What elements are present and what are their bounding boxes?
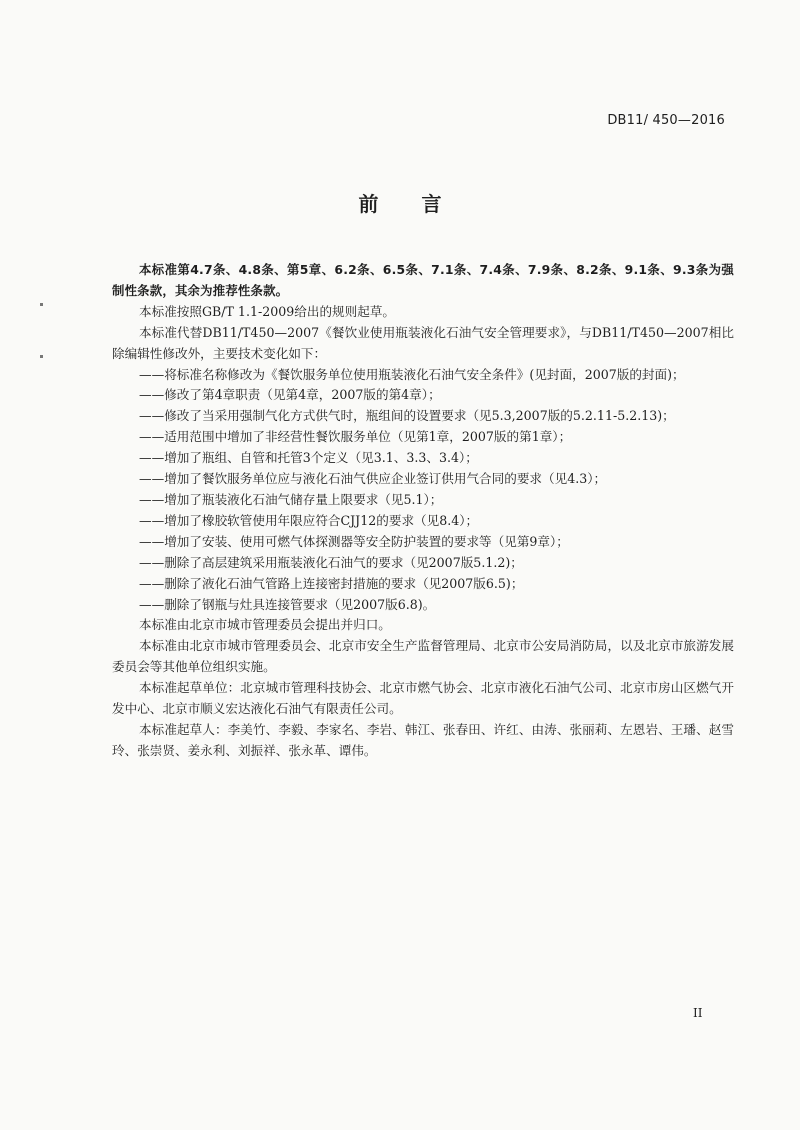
foreword-body <box>112 260 734 762</box>
change-item: ——修改了第4章职责（见第4章，2007版的第4章）； <box>139 387 441 403</box>
organizer-paragraph: 本标准由北京市城市管理委员会、北京市安全生产监督管理局、北京市公安局消防局，以及北京市旅游发展委员会等其他单位组织实施。 <box>112 638 734 675</box>
page-title: 前 言 <box>358 192 460 216</box>
replacement-paragraph: 本标准代替DB11/T450—2007《餐饮业使用瓶装液化石油气安全管理要求》，与DB11/T450—2007相比除编辑性修改外，主要技术变化如下： <box>112 324 734 361</box>
change-item: ——修改了当采用强制气化方式供气时，瓶组间的设置要求（见5.3,2007版的5.2.11-5.2.13)； <box>139 408 675 424</box>
change-item: ——增加了餐饮服务单位应与液化石油气供应企业签订供用气合同的要求（见4.3）； <box>139 471 607 487</box>
change-item: ——增加了橡胶软管使用年限应符合CJJ12的要求（见8.4）； <box>139 512 479 528</box>
mandatory-clauses-paragraph: 本标准第4.7条、4.8条、第5章、6.2条、6.5条、7.1条、7.4条、7.9条、8.2条、9.1条、9.3条为强制性条款，其余为推荐性条款。 <box>112 262 734 298</box>
change-item: ——删除了液化石油气管路上连接密封措施的要求（见2007版6.5)； <box>139 575 524 591</box>
scan-mark <box>40 355 43 358</box>
page-number: II <box>693 1006 703 1020</box>
drafting-units-paragraph: 本标准起草单位：北京城市管理科技协会、北京市燃气协会、北京市液化石油气公司、北京市房山区燃气开发中心、北京市顺义宏达液化石油气有限责任公司。 <box>112 680 734 717</box>
change-item: ——增加了安装、使用可燃气体探测器等安全防护装置的要求等（见第9章）； <box>139 533 569 549</box>
proposer-paragraph: 本标准由北京市城市管理委员会提出并归口。 <box>139 617 391 633</box>
scan-mark <box>40 303 43 306</box>
change-item: ——删除了钢瓶与灶具连接管要求（见2007版6.8)。 <box>139 596 436 612</box>
changes-list <box>112 365 734 616</box>
drafting-rule-paragraph: 本标准按照GB/T 1.1-2009给出的规则起草。 <box>139 303 396 319</box>
standard-number: DB11/ 450—2016 <box>607 113 725 128</box>
change-item: ——将标准名称修改为《餐饮服务单位使用瓶装液化石油气安全条件》(见封面，2007版的封面)； <box>139 366 685 382</box>
change-item: ——删除了高层建筑采用瓶装液化石油气的要求（见2007版5.1.2)； <box>139 554 523 570</box>
change-item: ——增加了瓶组、自管和托管3个定义（见3.1、3.3、3.4）； <box>139 450 478 466</box>
drafters-paragraph: 本标准起草人：李美竹、李毅、李家名、李岩、韩江、张春田、许红、由涛、张丽莉、左恩岩、王璠、赵雪玲、张崇贤、姜永利、刘振祥、张永革、谭伟。 <box>112 721 734 758</box>
change-item: ——适用范围中增加了非经营性餐饮服务单位（见第1章，2007版的第1章）； <box>139 429 572 445</box>
change-item: ——增加了瓶装液化石油气储存量上限要求（见5.1）； <box>139 491 443 507</box>
